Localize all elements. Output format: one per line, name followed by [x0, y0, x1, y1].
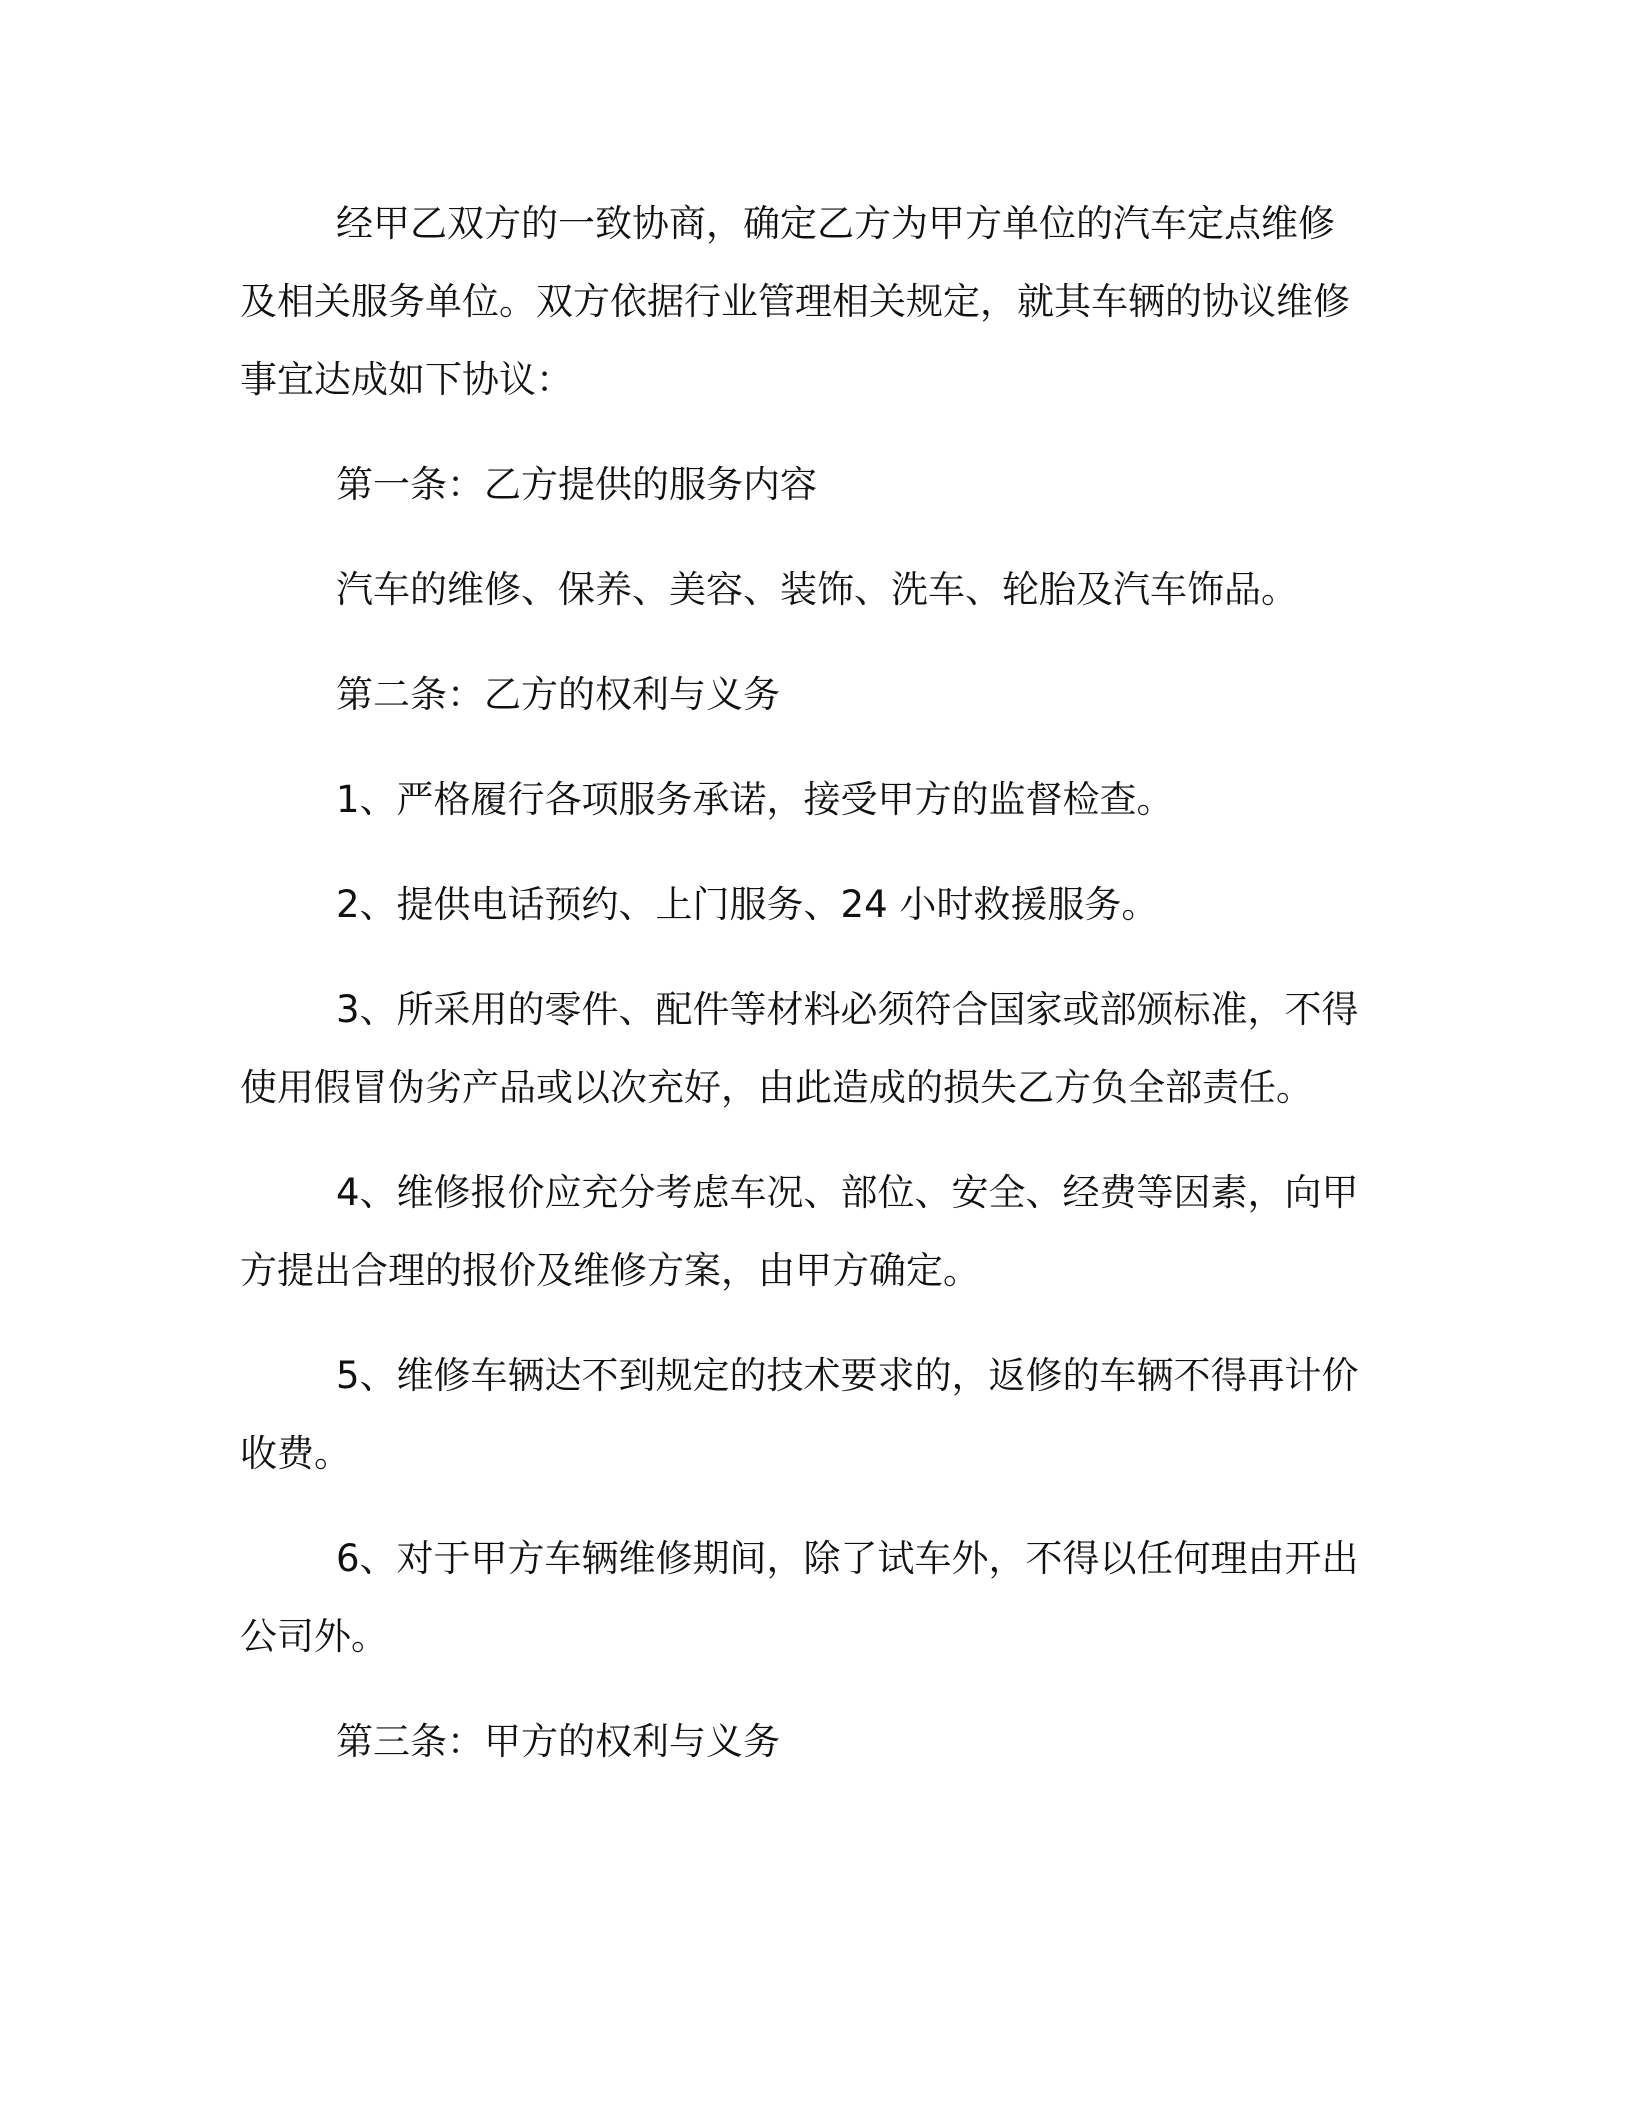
- article-1-heading: 第一条：乙方提供的服务内容: [336, 463, 817, 506]
- article-1-body: 汽车的维修、保养、美容、装饰、洗车、轮胎及汽车饰品。: [336, 568, 1298, 611]
- article-2-item-2: 2、提供电话预约、上门服务、24 小时救援服务。: [336, 883, 1159, 926]
- article-2-item-6: 6、对于甲方车辆维修期间，除了试车外，不得以任何理由开出公司外。: [240, 1537, 1359, 1658]
- article-3-heading: 第三条：甲方的权利与义务: [336, 1720, 780, 1763]
- article-2-heading: 第二条：乙方的权利与义务: [336, 673, 780, 716]
- article-2-item-1: 1、严格履行各项服务承诺，接受甲方的监督检查。: [336, 778, 1174, 821]
- article-2-item-4: 4、维修报价应充分考虑车况、部位、安全、经费等因素，向甲方提出合理的报价及维修方案，由甲方确定。: [240, 1171, 1359, 1292]
- intro-paragraph: 经甲乙双方的一致协商，确定乙方为甲方单位的汽车定点维修及相关服务单位。双方依据行业管理相关规定，就其车辆的协议维修事宜达成如下协议：: [240, 202, 1350, 401]
- article-2-item-3: 3、所采用的零件、配件等材料必须符合国家或部颁标准，不得使用假冒伪劣产品或以次充好，由此造成的损失乙方负全部责任。: [240, 988, 1359, 1109]
- article-2-item-5: 5、维修车辆达不到规定的技术要求的，返修的车辆不得再计价收费。: [240, 1354, 1359, 1475]
- document-body: [240, 185, 1370, 1781]
